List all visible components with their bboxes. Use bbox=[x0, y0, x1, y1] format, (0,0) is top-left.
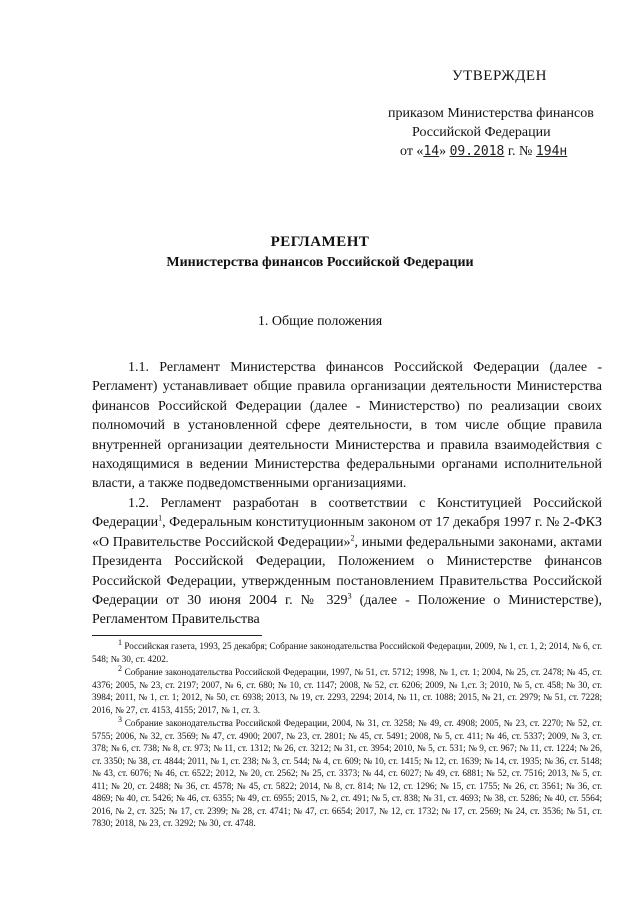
footnote-1-number: 1 bbox=[118, 637, 122, 647]
paragraph-1-1-text: 1.1. Регламент Министерства финансов Российской Федерации (далее - Регламент) устанавливает общие правила организации деятельности Министерства финансов Российской Федерации (далее - Министерство) по реализации своих полномочий в установленной сфере деятельности, в том числе общие правила внутренней организации деятельности Министерства и правила взаимодействия с находящимися в ведении Министерства федеральными органами исполнительной власти, а также подведомственными организациями. bbox=[92, 360, 602, 492]
date-mid: » bbox=[439, 144, 450, 159]
date-prefix: от « bbox=[400, 144, 424, 159]
date-month-year: 09.2018 bbox=[449, 144, 505, 159]
approval-ministry-line: Российской Федерации bbox=[412, 125, 551, 140]
document-title: РЕГЛАМЕНТ bbox=[270, 234, 370, 250]
paragraph-1-2-part-c: , иными федеральными законами, актами Президента Российской Федерации, Положением о Министерстве финансов Российской Федерации, утвержденным постановлением Правительства Российской Федерации от 30 июня 2004 г. № 329 bbox=[92, 534, 602, 609]
paragraph-1-2-part-a: 1.2. Регламент разработан в соответствии с Конституцией Российской Федерации bbox=[92, 496, 602, 531]
footnotes bbox=[92, 637, 602, 831]
footnote-ref-3[interactable]: 3 bbox=[347, 591, 352, 601]
date-suffix: г. № bbox=[504, 144, 536, 159]
section-heading: 1. Общие положения bbox=[257, 314, 383, 329]
footnote-ref-2[interactable]: 2 bbox=[350, 533, 355, 543]
approval-date-line bbox=[400, 144, 567, 160]
footnote-separator bbox=[92, 635, 262, 636]
footnote-2-number: 2 bbox=[118, 663, 122, 673]
approval-order-line: приказом Министерства финансов bbox=[388, 106, 594, 121]
order-number: 194н bbox=[535, 144, 568, 159]
footnote-ref-1[interactable]: 1 bbox=[158, 513, 163, 523]
footnote-1 bbox=[92, 637, 602, 665]
approval-stamp-heading: УТВЕРЖДЕН bbox=[452, 68, 547, 84]
footnote-2-text: Собрание законодательства Российской Федерации, 1997, № 51, ст. 5712; 1998, № 1, ст. 1; 2004, № 25, ст. 2478; № 45, ст. 4376; 2005, № 23, ст. 2197; 2007, № 6, ст. 680; № 10, ст. 1147; 2008, № 52, ст. 6206; 2009, № 1,ст. 3; 2010, № 5, ст. 458; № 30, ст. 3984; 2011, № 1, ст. 1; 2012, № 50, ст. 6938; 2013, № 19, ст. 2293, 2294; 2014, № 11, ст. 1088; 2015, № 21, ст. 2979; № 51, ст. 7228; 2016, № 27, ст. 4153, 4155; 2017, № 1, ст. 3. bbox=[92, 667, 602, 715]
footnote-3 bbox=[92, 714, 602, 830]
paragraph-1-2-part-d: (далее - Положение о Министерстве), Регламентом Правительства bbox=[92, 593, 602, 628]
document-subtitle: Министерства финансов Российской Федерации bbox=[166, 255, 474, 270]
footnote-1-text: Российская газета, 1993, 25 декабря; Собрание законодательства Российской Федерации, 2009, № 1, ст. 1, 2; 2014, № 6, ст. 548; № 30, ст. 4202. bbox=[92, 641, 602, 664]
footnote-3-text: Собрание законодательства Российской Федерации, 2004, № 31, ст. 3258; № 49, ст. 4908; 2005, № 23, ст. 2270; № 52, ст. 5755; 2006, № 32, ст. 3569; № 47, ст. 4900; 2007, № 23, ст. 2801; № 45, ст. 5491; 2008, № 5, ст. 411; № 46, ст. 5337; 2009, № 3, ст. 378; № 6, ст. 738; № 8, ст. 973; № 11, ст. 1312; № 26, ст. 3212; № 31, ст. 3954; 2010, № 5, ст. 531; № 9, ст. 967; № 11, ст. 1224; № 26, ст. 3350; № 38, ст. 4844; 2011, № 1, ст. 238; № 3, ст. 544; № 4, ст. 609; № 10, ст. 1415; № 12, ст. 1639; № 14, ст. 1935; № 36, ст. 5148; № 43, ст. 6076; № 46, ст. 6522; 2012, № 20, ст. 2562; № 25, ст. 3373; № 44, ст. 6027; № 49, ст. 6881; № 52, ст. 7516; 2013, № 5, ст. 411; № 20, ст. 2488; № 36, ст. 4578; № 45, ст. 5822; 2014, № 8, ст. 814; № 12, ст. 1296; № 15, ст. 1755; № 26, ст. 3561; № 36, ст. 4869; № 40, ст. 5426; № 46, ст. 6355; № 49, ст. 6955; 2015, № 2, ст. 491; № 5, ст. 838; № 31, ст. 4693; № 38, ст. 5286; № 40, ст. 5564; 2016, № 2, ст. 325; № 17, ст. 2399; № 28, ст. 4741; № 47, ст. 6654; 2017, № 12, ст. 1732; № 17, ст. 2569; № 24, ст. 3536; № 51, ст. 7830; 2018, № 23, ст. 3292; № 30, ст. 4748. bbox=[92, 718, 602, 828]
paragraph-1-1 bbox=[92, 358, 602, 494]
paragraph-1-2 bbox=[92, 494, 602, 630]
footnote-2 bbox=[92, 663, 602, 716]
footnote-3-number: 3 bbox=[118, 714, 122, 724]
paragraph-1-2-part-b: , Федеральным конституционным законом от 17 декабря 1997 г. № 2-ФКЗ «О Правительстве Российской Федерации» bbox=[92, 515, 602, 550]
date-day: 14 bbox=[423, 144, 440, 159]
